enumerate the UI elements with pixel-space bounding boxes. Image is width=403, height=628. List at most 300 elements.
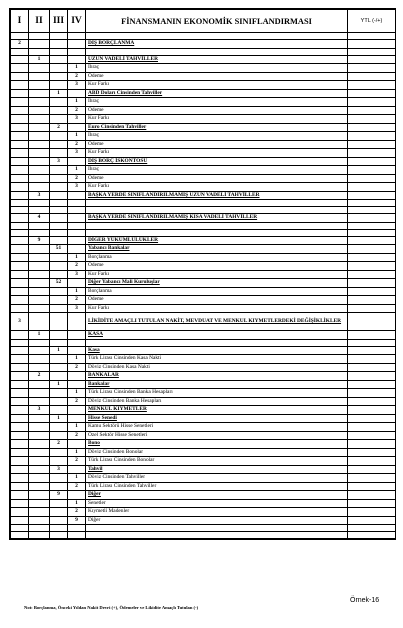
level-3-code: 1 xyxy=(50,414,68,423)
level-4-code: 2 xyxy=(68,262,86,271)
level-1-code xyxy=(11,132,29,141)
level-4-code: 2 xyxy=(68,431,86,440)
amount-cell[interactable] xyxy=(348,72,396,81)
item-label xyxy=(86,229,348,236)
level-4-code: 2 xyxy=(68,140,86,149)
level-4-code: 1 xyxy=(68,474,86,483)
item-label: Ödeme xyxy=(86,174,348,183)
level-4-code xyxy=(68,465,86,474)
level-1-code xyxy=(11,440,29,449)
level-2-code xyxy=(29,183,50,192)
level-3-code xyxy=(50,191,68,200)
table-row xyxy=(11,389,396,398)
item-label: Diğer xyxy=(86,516,348,525)
level-4-code xyxy=(68,191,86,200)
amount-cell[interactable] xyxy=(348,313,396,331)
level-1-code xyxy=(11,72,29,81)
level-2-code xyxy=(29,279,50,288)
level-2-code xyxy=(29,380,50,389)
header-col-iv: IV xyxy=(68,10,86,33)
amount-cell[interactable] xyxy=(348,406,396,415)
level-3-code xyxy=(50,331,68,340)
table-row xyxy=(11,448,396,457)
item-label: Hisse Senedi xyxy=(86,414,348,423)
level-2-code xyxy=(29,296,50,305)
level-2-code xyxy=(29,397,50,406)
amount-cell[interactable] xyxy=(348,40,396,49)
level-3-code: 1 xyxy=(50,346,68,355)
level-3-code xyxy=(50,64,68,73)
header-col-i: I xyxy=(11,10,29,33)
amount-cell[interactable] xyxy=(348,414,396,423)
amount-cell[interactable] xyxy=(348,474,396,483)
amount-cell[interactable] xyxy=(348,440,396,449)
table-row xyxy=(11,482,396,491)
level-2-code: 4 xyxy=(29,214,50,223)
table-row xyxy=(11,508,396,517)
amount-cell[interactable] xyxy=(348,499,396,508)
table-row xyxy=(11,98,396,107)
level-4-code: 1 xyxy=(68,287,86,296)
level-1-code xyxy=(11,465,29,474)
level-1-code xyxy=(11,499,29,508)
amount-cell[interactable] xyxy=(348,389,396,398)
table-row xyxy=(11,474,396,483)
table-row xyxy=(11,253,396,262)
item-label: İhraç xyxy=(86,64,348,73)
level-2-code xyxy=(29,245,50,254)
amount-cell[interactable] xyxy=(348,363,396,372)
header-row xyxy=(11,10,396,33)
item-label xyxy=(86,532,348,539)
blank-row xyxy=(11,339,396,346)
level-3-code xyxy=(50,397,68,406)
level-3-code xyxy=(50,33,68,40)
level-3-code xyxy=(50,174,68,183)
level-1-code xyxy=(11,106,29,115)
amount-cell[interactable] xyxy=(348,339,396,346)
level-4-code xyxy=(68,491,86,500)
amount-cell[interactable] xyxy=(348,33,396,40)
table-row xyxy=(11,331,396,340)
amount-cell[interactable] xyxy=(348,174,396,183)
level-1-code xyxy=(11,482,29,491)
level-2-code xyxy=(29,64,50,73)
level-3-code xyxy=(50,363,68,372)
level-3-code: 1 xyxy=(50,89,68,98)
table-row xyxy=(11,262,396,271)
level-1-code xyxy=(11,262,29,271)
level-1-code xyxy=(11,270,29,279)
level-4-code xyxy=(68,313,86,331)
level-1-code xyxy=(11,222,29,229)
amount-cell[interactable] xyxy=(348,236,396,245)
table-row xyxy=(11,183,396,192)
level-4-code xyxy=(68,89,86,98)
level-4-code: 1 xyxy=(68,423,86,432)
level-3-code xyxy=(50,339,68,346)
amount-cell[interactable] xyxy=(348,245,396,254)
level-1-code xyxy=(11,296,29,305)
level-3-code xyxy=(50,106,68,115)
amount-cell[interactable] xyxy=(348,279,396,288)
item-label xyxy=(86,33,348,40)
level-3-code: 2 xyxy=(50,440,68,449)
table-row xyxy=(11,40,396,49)
item-label: Borçlanma xyxy=(86,287,348,296)
amount-cell[interactable] xyxy=(348,262,396,271)
amount-cell[interactable] xyxy=(348,431,396,440)
amount-cell[interactable] xyxy=(348,191,396,200)
level-4-code: 2 xyxy=(68,174,86,183)
level-2-code xyxy=(29,389,50,398)
level-4-code xyxy=(68,33,86,40)
blank-row xyxy=(11,48,396,55)
level-4-code xyxy=(68,48,86,55)
level-1-code xyxy=(11,245,29,254)
amount-cell[interactable] xyxy=(348,166,396,175)
level-3-code: 9 xyxy=(50,491,68,500)
level-2-code xyxy=(29,440,50,449)
level-1-code xyxy=(11,516,29,525)
level-3-code xyxy=(50,132,68,141)
level-1-code xyxy=(11,253,29,262)
amount-cell[interactable] xyxy=(348,48,396,55)
amount-cell[interactable] xyxy=(348,207,396,214)
level-4-code xyxy=(68,532,86,539)
amount-cell[interactable] xyxy=(348,532,396,539)
level-2-code xyxy=(29,166,50,175)
amount-cell[interactable] xyxy=(348,457,396,466)
amount-cell[interactable] xyxy=(348,81,396,90)
level-2-code xyxy=(29,72,50,81)
level-4-code: 9 xyxy=(68,516,86,525)
item-label xyxy=(86,48,348,55)
level-2-code xyxy=(29,525,50,532)
level-1-code xyxy=(11,214,29,223)
amount-cell[interactable] xyxy=(348,482,396,491)
level-3-code xyxy=(50,40,68,49)
level-4-code: 3 xyxy=(68,81,86,90)
table-row xyxy=(11,89,396,98)
table-row xyxy=(11,363,396,372)
level-3-code: 2 xyxy=(50,123,68,132)
level-2-code xyxy=(29,106,50,115)
level-3-code xyxy=(50,296,68,305)
amount-cell[interactable] xyxy=(348,157,396,166)
table-row xyxy=(11,372,396,381)
level-1-code xyxy=(11,372,29,381)
item-label: Türk Lirası Cinsinden Kasa Nakti xyxy=(86,355,348,364)
item-label xyxy=(86,339,348,346)
item-label: Bono xyxy=(86,440,348,449)
amount-cell[interactable] xyxy=(348,516,396,525)
item-label: Borçlanma xyxy=(86,253,348,262)
level-3-code xyxy=(50,304,68,313)
table-row xyxy=(11,397,396,406)
level-3-code xyxy=(50,262,68,271)
level-2-code xyxy=(29,355,50,364)
level-1-code xyxy=(11,380,29,389)
item-label: Diğer xyxy=(86,491,348,500)
table-row xyxy=(11,414,396,423)
level-4-code xyxy=(68,440,86,449)
item-label: Senetler xyxy=(86,499,348,508)
amount-cell[interactable] xyxy=(348,98,396,107)
item-label: Kıymetli Madenler xyxy=(86,508,348,517)
amount-cell[interactable] xyxy=(348,287,396,296)
level-2-code xyxy=(29,474,50,483)
table-row xyxy=(11,132,396,141)
amount-cell[interactable] xyxy=(348,423,396,432)
level-1-code xyxy=(11,140,29,149)
amount-cell[interactable] xyxy=(348,140,396,149)
level-1-code xyxy=(11,48,29,55)
level-3-code xyxy=(50,423,68,432)
amount-cell[interactable] xyxy=(348,123,396,132)
level-1-code xyxy=(11,491,29,500)
level-4-code: 3 xyxy=(68,270,86,279)
level-3-code xyxy=(50,431,68,440)
level-1-code xyxy=(11,123,29,132)
amount-cell[interactable] xyxy=(348,304,396,313)
level-1-code xyxy=(11,174,29,183)
level-1-code xyxy=(11,33,29,40)
level-1-code xyxy=(11,414,29,423)
amount-cell[interactable] xyxy=(348,89,396,98)
level-3-code xyxy=(50,287,68,296)
amount-cell[interactable] xyxy=(348,491,396,500)
level-3-code xyxy=(50,499,68,508)
level-1-code xyxy=(11,532,29,539)
amount-cell[interactable] xyxy=(348,331,396,340)
level-1-code xyxy=(11,508,29,517)
level-1-code xyxy=(11,331,29,340)
amount-cell[interactable] xyxy=(348,222,396,229)
blank-row xyxy=(11,532,396,539)
item-label: Diğer Yabancı Mali Kuruluşlar xyxy=(86,279,348,288)
amount-cell[interactable] xyxy=(348,380,396,389)
level-3-code xyxy=(50,236,68,245)
table-row xyxy=(11,465,396,474)
item-label: Bankalar xyxy=(86,380,348,389)
level-4-code: 1 xyxy=(68,499,86,508)
item-label: MENKUL KIYMETLER xyxy=(86,406,348,415)
level-1-code xyxy=(11,304,29,313)
level-3-code xyxy=(50,48,68,55)
table-row xyxy=(11,346,396,355)
table-row xyxy=(11,191,396,200)
level-2-code xyxy=(29,482,50,491)
table-row xyxy=(11,245,396,254)
item-label: Kamu Sektörü Hisse Senetleri xyxy=(86,423,348,432)
page-label: Örnek-16 xyxy=(350,597,380,604)
level-2-code xyxy=(29,149,50,158)
level-3-code xyxy=(50,81,68,90)
level-4-code: 1 xyxy=(68,98,86,107)
level-1-code xyxy=(11,346,29,355)
level-4-code: 1 xyxy=(68,448,86,457)
level-3-code xyxy=(50,115,68,124)
item-label: Yabancı Bankalar xyxy=(86,245,348,254)
amount-cell[interactable] xyxy=(348,132,396,141)
level-3-code: 51 xyxy=(50,245,68,254)
table-row xyxy=(11,149,396,158)
classification-table xyxy=(10,9,396,539)
amount-cell[interactable] xyxy=(348,508,396,517)
level-3-code xyxy=(50,253,68,262)
item-label: Döviz Cinsinden Kasa Nakti xyxy=(86,363,348,372)
level-3-code xyxy=(50,474,68,483)
amount-cell[interactable] xyxy=(348,64,396,73)
table-row xyxy=(11,55,396,64)
level-3-code xyxy=(50,214,68,223)
amount-cell[interactable] xyxy=(348,115,396,124)
level-2-code xyxy=(29,40,50,49)
table-row xyxy=(11,380,396,389)
amount-cell[interactable] xyxy=(348,253,396,262)
amount-cell[interactable] xyxy=(348,465,396,474)
level-2-code xyxy=(29,346,50,355)
level-3-code xyxy=(50,229,68,236)
level-3-code xyxy=(50,55,68,64)
table-row xyxy=(11,64,396,73)
level-4-code xyxy=(68,207,86,214)
item-label: Kur Farkı xyxy=(86,270,348,279)
level-2-code xyxy=(29,262,50,271)
level-1-code xyxy=(11,157,29,166)
item-label xyxy=(86,207,348,214)
amount-cell[interactable] xyxy=(348,214,396,223)
level-3-code xyxy=(50,508,68,517)
currency-unit: YTL (-/+) xyxy=(348,10,396,33)
table-row xyxy=(11,279,396,288)
level-3-code: 3 xyxy=(50,465,68,474)
level-1-code xyxy=(11,183,29,192)
item-label: Döviz Cinsinden Tahviller xyxy=(86,474,348,483)
level-2-code xyxy=(29,448,50,457)
amount-cell[interactable] xyxy=(348,346,396,355)
blank-row xyxy=(11,207,396,214)
item-label: BAŞKA YERDE SINIFLANDIRILMAMIŞ KISA VADELİ TAHVİLLER xyxy=(86,214,348,223)
level-4-code xyxy=(68,123,86,132)
item-label: Kur Farkı xyxy=(86,149,348,158)
level-4-code xyxy=(68,372,86,381)
level-1-code xyxy=(11,287,29,296)
table-row xyxy=(11,304,396,313)
level-2-code xyxy=(29,33,50,40)
level-1-code xyxy=(11,115,29,124)
level-2-code xyxy=(29,304,50,313)
level-1-code xyxy=(11,55,29,64)
item-label: Türk Lirası Cinsinden Banka Hesapları xyxy=(86,389,348,398)
level-1-code xyxy=(11,355,29,364)
amount-cell[interactable] xyxy=(348,372,396,381)
table-row xyxy=(11,81,396,90)
table-row xyxy=(11,236,396,245)
level-2-code xyxy=(29,89,50,98)
level-3-code: 52 xyxy=(50,279,68,288)
table-row xyxy=(11,440,396,449)
level-3-code xyxy=(50,389,68,398)
level-1-code xyxy=(11,98,29,107)
level-1-code xyxy=(11,166,29,175)
level-4-code: 1 xyxy=(68,166,86,175)
amount-cell[interactable] xyxy=(348,296,396,305)
level-4-code: 1 xyxy=(68,132,86,141)
item-label: DİĞER YÜKÜMLÜLÜKLER xyxy=(86,236,348,245)
level-4-code xyxy=(68,339,86,346)
amount-cell[interactable] xyxy=(348,200,396,207)
table-row xyxy=(11,457,396,466)
level-4-code: 3 xyxy=(68,304,86,313)
level-1-code xyxy=(11,81,29,90)
amount-cell[interactable] xyxy=(348,397,396,406)
item-label: Euro Cinsinden Tahviller xyxy=(86,123,348,132)
amount-cell[interactable] xyxy=(348,355,396,364)
table-row xyxy=(11,106,396,115)
level-2-code: 3 xyxy=(29,191,50,200)
table-row xyxy=(11,431,396,440)
level-4-code xyxy=(68,157,86,166)
item-label: Döviz Cinsinden Bonolar xyxy=(86,448,348,457)
level-4-code xyxy=(68,40,86,49)
table-row xyxy=(11,491,396,500)
table-row xyxy=(11,157,396,166)
level-3-code xyxy=(50,406,68,415)
level-3-code xyxy=(50,532,68,539)
level-4-code: 2 xyxy=(68,457,86,466)
level-4-code: 3 xyxy=(68,115,86,124)
amount-cell[interactable] xyxy=(348,106,396,115)
item-label: Kasa xyxy=(86,346,348,355)
item-label: DIŞ BORÇ İSKONTOSU xyxy=(86,157,348,166)
level-3-code xyxy=(50,200,68,207)
level-2-code xyxy=(29,499,50,508)
level-4-code: 3 xyxy=(68,149,86,158)
amount-cell[interactable] xyxy=(348,55,396,64)
amount-cell[interactable] xyxy=(348,270,396,279)
item-label: Ödeme xyxy=(86,140,348,149)
level-3-code xyxy=(50,525,68,532)
table-row xyxy=(11,499,396,508)
amount-cell[interactable] xyxy=(348,149,396,158)
level-3-code: 1 xyxy=(50,380,68,389)
item-label: Tahvil xyxy=(86,465,348,474)
amount-cell[interactable] xyxy=(348,183,396,192)
level-1-code xyxy=(11,279,29,288)
level-1-code xyxy=(11,64,29,73)
table-row xyxy=(11,296,396,305)
amount-cell[interactable] xyxy=(348,229,396,236)
level-2-code xyxy=(29,465,50,474)
blank-row xyxy=(11,222,396,229)
level-4-code xyxy=(68,380,86,389)
level-2-code xyxy=(29,287,50,296)
amount-cell[interactable] xyxy=(348,525,396,532)
level-4-code: 2 xyxy=(68,106,86,115)
level-3-code xyxy=(50,516,68,525)
blank-row xyxy=(11,525,396,532)
item-label xyxy=(86,222,348,229)
level-4-code: 3 xyxy=(68,183,86,192)
item-label: Kur Farkı xyxy=(86,183,348,192)
amount-cell[interactable] xyxy=(348,448,396,457)
level-2-code xyxy=(29,270,50,279)
level-1-code xyxy=(11,474,29,483)
level-4-code: 2 xyxy=(68,508,86,517)
level-1-code xyxy=(11,229,29,236)
